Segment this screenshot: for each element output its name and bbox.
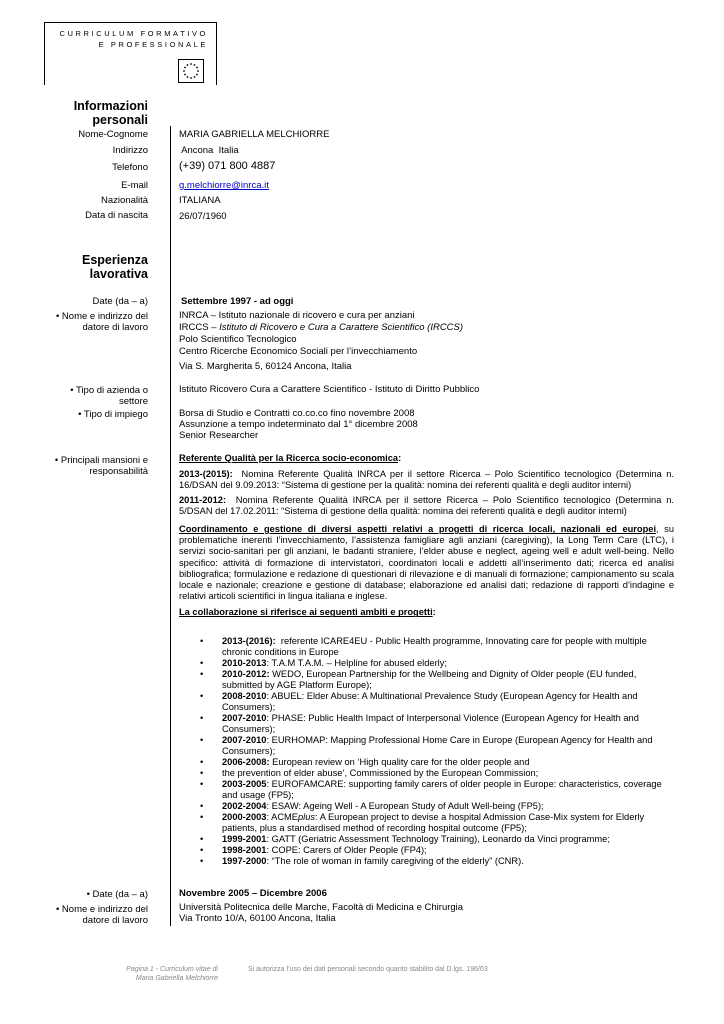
list-item: • 2003-2005: EUROFAMCARE: supporting family carers of older people in Europe: characteristics, coverage and usage (FP5);	[200, 779, 675, 801]
experience-heading: Esperienza lavorativa	[81, 253, 148, 281]
nationality-label: Nazionalità	[101, 195, 148, 206]
list-item: • the prevention of elder abuse’, Commissioned by the European Commission;	[200, 768, 675, 779]
list-item: • 2007-2010: PHASE: Public Health Impact of Interpersonal Violence (European Agency for Health and Consumers);	[200, 713, 675, 735]
job1-date-label: Date (da – a)	[92, 296, 148, 307]
name-value: MARIA GABRIELLA MELCHIORRE	[179, 129, 330, 140]
eu-flag-icon	[178, 59, 204, 83]
nationality-value: ITALIANA	[179, 195, 221, 206]
project-list	[200, 636, 675, 867]
quality-item: 2011-2012: Nomina Referente Qualità INRCA per il settore Ricerca – Polo Scientifico tecnologico (Determina n. 5/DSAN del 17.02.2011: “Sistema di gestione della qualità: nomina dei referenti qualità e degli auditor interni)	[179, 494, 677, 516]
address-value: Ancona Italia	[179, 145, 239, 156]
job2-employer-line1: Università Politecnica delle Marche, Facoltà di Medicina e Chirurgia	[179, 902, 464, 913]
duties-block	[179, 453, 677, 619]
job2-date-label: • Date (da – a)	[86, 889, 148, 900]
job2-employer-line2: Via Tronto 10/A, 60100 Ancona, Italia	[179, 913, 336, 924]
coordination-paragraph: Coordinamento e gestione di diversi aspetti relativi a progetti di ricerca locali, nazionali ed europei, su problematiche inerenti l’invecchiamento, l’assistenza famigliare agli anziani (caregiving), la Long Term Care (LTC), i servizi socio-sanitari per gli anziani, le badanti straniere, l’elder abuse e neglect, ageing well e adult well-being. Nello specifico: attività di formazione di intervistatori, coordinatori locali e addetti all’inserimento dati; ricerca ed analisi bibliografica; formulazione e redazione di questionari di rilevazione e di manuali di formazione; campionamento su scala locale e nazionale; creazione e gestione di database; elaborazione ed analisi dati; redazione di rapporti d’indagine e relativi articoli scientifici in lingua italiana e inglese.	[179, 524, 674, 602]
list-item: • 2006-2008: European review on ‘High quality care for the older people and	[200, 757, 675, 768]
job1-employer-label: • Nome e indirizzo del datore di lavoro	[55, 311, 148, 333]
employment-type-line1: Borsa di Studio e Contratti co.co.co fino novembre 2008	[179, 408, 415, 419]
email-label: E-mail	[121, 180, 148, 191]
address-label: Indirizzo	[112, 145, 148, 156]
list-item: • 2010-2013: T.A.M T.A.M. – Helpline for abused elderly;	[200, 658, 675, 669]
company-type-value: Istituto Ricovero Cura a Carattere Scientifico - Istituto di Diritto Pubblico	[179, 384, 480, 395]
employment-type-label: • Tipo di impiego	[78, 409, 148, 420]
job1-employer-line4: Centro Ricerche Economico Sociali per l’invecchiamento	[179, 346, 418, 357]
birthdate-value: 26/07/1960	[179, 211, 227, 222]
company-type-label: • Tipo di azienda o settore	[70, 385, 148, 407]
list-item: • 2008-2010: ABUEL: Elder Abuse: A Multinational Prevalence Study (European Agency for Health and Consumers);	[200, 691, 675, 713]
job2-date-value: Novembre 2005 – Dicembre 2006	[179, 888, 327, 899]
job1-employer-line5: Via S. Margherita 5, 60124 Ancona, Italia	[179, 361, 352, 372]
list-item: • 2010-2012: WEDO, European Partnership for the Wellbeing and Dignity of Older people (EU funded, submitted by AGE Platform Europe);	[200, 669, 675, 691]
cv-header-box	[44, 22, 217, 85]
duties-label: • Principali mansioni e responsabilità	[54, 455, 148, 477]
quality-title: Referente Qualità per la Ricerca socio-economica:	[179, 453, 402, 463]
job1-employer-line2: IRCCS – Istituto di Ricovero e Cura a Carattere Scientifico (IRCCS)	[179, 322, 464, 333]
employment-type-line3: Senior Researcher	[179, 430, 259, 441]
quality-item: 2013-(2015): Nomina Referente Qualità INRCA per il settore Ricerca – Polo Scientifico tecnologico (Determina n. 16/DSAN del 9.09.2013: “Sistema di gestione per la qualità: nomina dei referenti qualità e degli auditor interni)	[179, 469, 677, 491]
employment-type-line2: Assunzione a tempo indeterminato dal 1° dicembre 2008	[179, 419, 418, 430]
list-item: • 2002-2004: ESAW: Ageing Well - A European Study of Adult Well-being (FP5);	[200, 801, 675, 812]
job1-employer-line1: INRCA – Istituto nazionale di ricovero e cura per anziani	[179, 310, 415, 321]
footer-page-info	[126, 965, 218, 983]
job1-employer-line3: Polo Scientifico Tecnologico	[179, 334, 297, 345]
name-label: Nome-Cognome	[78, 129, 148, 140]
footer-privacy: Si autorizza l’uso dei dati personali secondo quanto stabilito dal D.lgs. 196/03	[248, 966, 488, 973]
list-item: • 2013-(2016): referente ICARE4EU - Public Health programme, Innovating care for people with multiple chronic conditions in Europe	[200, 636, 675, 658]
birthdate-label: Data di nascita	[85, 210, 148, 221]
cv-title-line1: CURRICULUM FORMATIVO	[59, 29, 208, 38]
phone-value: (+39) 071 800 4887	[179, 160, 276, 172]
column-divider	[170, 126, 171, 926]
list-item: • 1998-2001: COPE: Carers of Older People (FP4);	[200, 845, 675, 856]
collaboration-title: La collaborazione si riferisce ai seguenti ambiti e progetti:	[179, 607, 436, 618]
phone-label: Telefono	[112, 162, 148, 173]
job2-employer-label: • Nome e indirizzo del datore di lavoro	[55, 904, 148, 926]
personal-info-heading: Informazioni personali	[73, 99, 148, 127]
list-item: • 2000-2003: ACMEplus: A European project to devise a hospital Admission Case-Mix system for Elderly patients, plus a standardised method of recording hospital outcome (FP5);	[200, 812, 675, 834]
list-item: • 1997-2000: “The role of woman in family caregiving of the elderly” (CNR).	[200, 856, 675, 867]
job1-date-value: Settembre 1997 - ad oggi	[181, 296, 294, 307]
list-item: • 1999-2001: GATT (Geriatric Assessment Technology Training), Leonardo da Vinci programme;	[200, 834, 675, 845]
footer-page-line1: Pagina 1 - Curriculum vitae di	[126, 966, 218, 973]
list-item: • 2007-2010: EURHOMAP: Mapping Professional Home Care in Europe (European Agency for Health and Consumers);	[200, 735, 675, 757]
email-link[interactable]: g.melchiorre@inrca.it	[179, 180, 269, 191]
footer-page-line2: Maria Gabriella Melchiorre	[135, 975, 218, 982]
cv-title-line2: E PROFESSIONALE	[98, 40, 208, 49]
